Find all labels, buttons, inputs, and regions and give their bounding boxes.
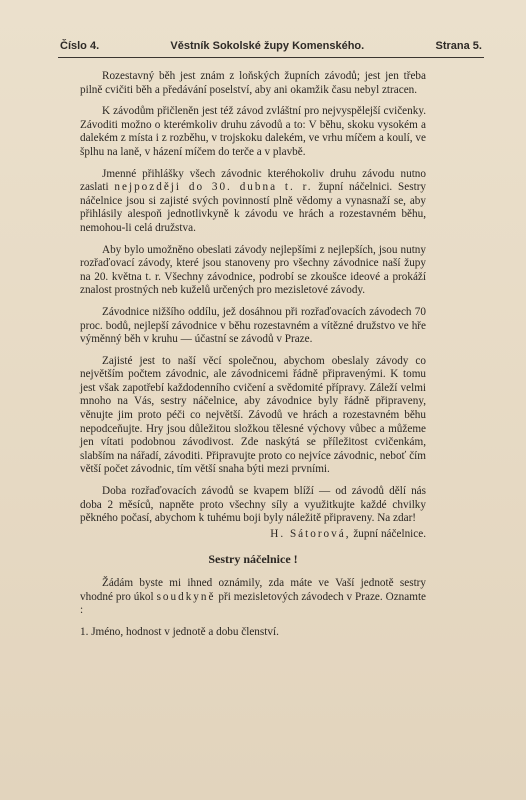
deadline-spaced: nejpozději do 30. dubna t. r. (114, 181, 313, 194)
paragraph-6: Zajisté jest to naší věcí společnou, abychom obeslaly závody co největším počtem závodnic, ale závodnicemi řádně připravenými. K tomu jest však zapotřebí každodenního cvičení a svědomité přípravy. Záleží velmi mnoho na Vás, sestry náčelnice, aby závodnice byly řádně připraveny, věnujte jim proto péči co největší. Závodů ve hrách a rozestavném běhu nepodceňujte. Hry jsou důležitou složkou tělesné výchovy vůbec a můžeme jen vítati podobnou závodivost. Zde naskýtá se příležitost cvičenkám, slabším na nářadí, závoditi. Připravujte proto co nejvíce závodnic, neboť čím větší počet závodnic, tím větší snaha býti mezi prvními. (80, 354, 426, 476)
paragraph-1: Rozestavný běh jest znám z loňských župních závodů; jest jen třeba pilně cvičiti běh a předávání poselství, aby ani okamžik času nebyl ztracen. (80, 70, 426, 96)
judge-spaced: soudkyně (156, 590, 216, 603)
journal-title: Věstník Sokolské župy Komenského. (170, 40, 365, 52)
signature-role: župní náčelnice. (353, 527, 426, 540)
paragraph-3 (80, 168, 426, 236)
signature (80, 528, 426, 542)
section-paragraph (80, 577, 426, 618)
paragraph-4: Aby bylo umožněno obeslati závody nejlepšími z nejlepších, jsou nutny rozřaďovací závody, které jsou stanoveny pro všechny závodnice naší župy na 20. května t. r. Všechny závodnice, podrobí se zkoušce ideové a prokáží znalost prostných neb kuželů určených pro mezisletové závody. (80, 243, 426, 297)
section-paragraph-after: při mezisletových závodech v Praze. Oznamte : (80, 590, 427, 617)
header-rule (58, 57, 484, 58)
paragraph-3-before: Jmenné přihlášky všech závodnic kteréhokoliv druhu závodu nutno zaslati (80, 167, 426, 194)
section-paragraph-before: Žádám byste mi ihned oznámily, zda máte ve Vaší jednotě sestry vhodné pro úkol (80, 577, 426, 603)
page-header (60, 40, 482, 52)
paragraph-2: K závodům přičleněn jest též závod zvláštní pro nejvyspělejší cvičenky. Závoditi možno o kterémkoliv druhu závodů a to: V běhu, skoku vysokém a dalekém z místa i z rozběhu, v trojskoku dalekém, ve vrhu míčem a koulí, ve šplhu na laně, v házení míčem do terče a v plavbě. (80, 105, 426, 158)
paragraph-7: Doba rozřaďovacích závodů se kvapem blíží — od závodů dělí nás doba 2 měsíců, napněte proto všechny síly a využitkujte každé chvilky pěkného počasí, abychom k tuhému boji byly náležitě připraveny. Na zdar! (80, 485, 426, 525)
issue-number: Číslo 4. (60, 40, 100, 52)
list-item-1: 1. Jméno, hodnost v jednotě a dobu členství. (80, 625, 279, 638)
article-body (80, 70, 426, 647)
section-heading: Sestry náčelnice ! (208, 552, 298, 567)
signature-name: H. Sátorová, (270, 527, 351, 540)
paragraph-5: Závodnice nižšího oddílu, jež dosáhnou při rozřaďovacích závodech 70 proc. bodů, nejlepší závodnice v běhu rozestavném a vítězné družstvo ve hře výměnný běh v kruhu — účastní se závodů v Praze. (80, 305, 426, 346)
paragraph-3-after: župní náčelnici. Sestry náčelnice jsou si zajisté svých povinností plně vědomy a vynasnaží se, aby přihlásily alespoň jednotlivkyně k závodu ve hrách a rozestavném běhu, nemohou-li celá družstva. (80, 181, 427, 234)
page-number: Strana 5. (435, 40, 482, 52)
